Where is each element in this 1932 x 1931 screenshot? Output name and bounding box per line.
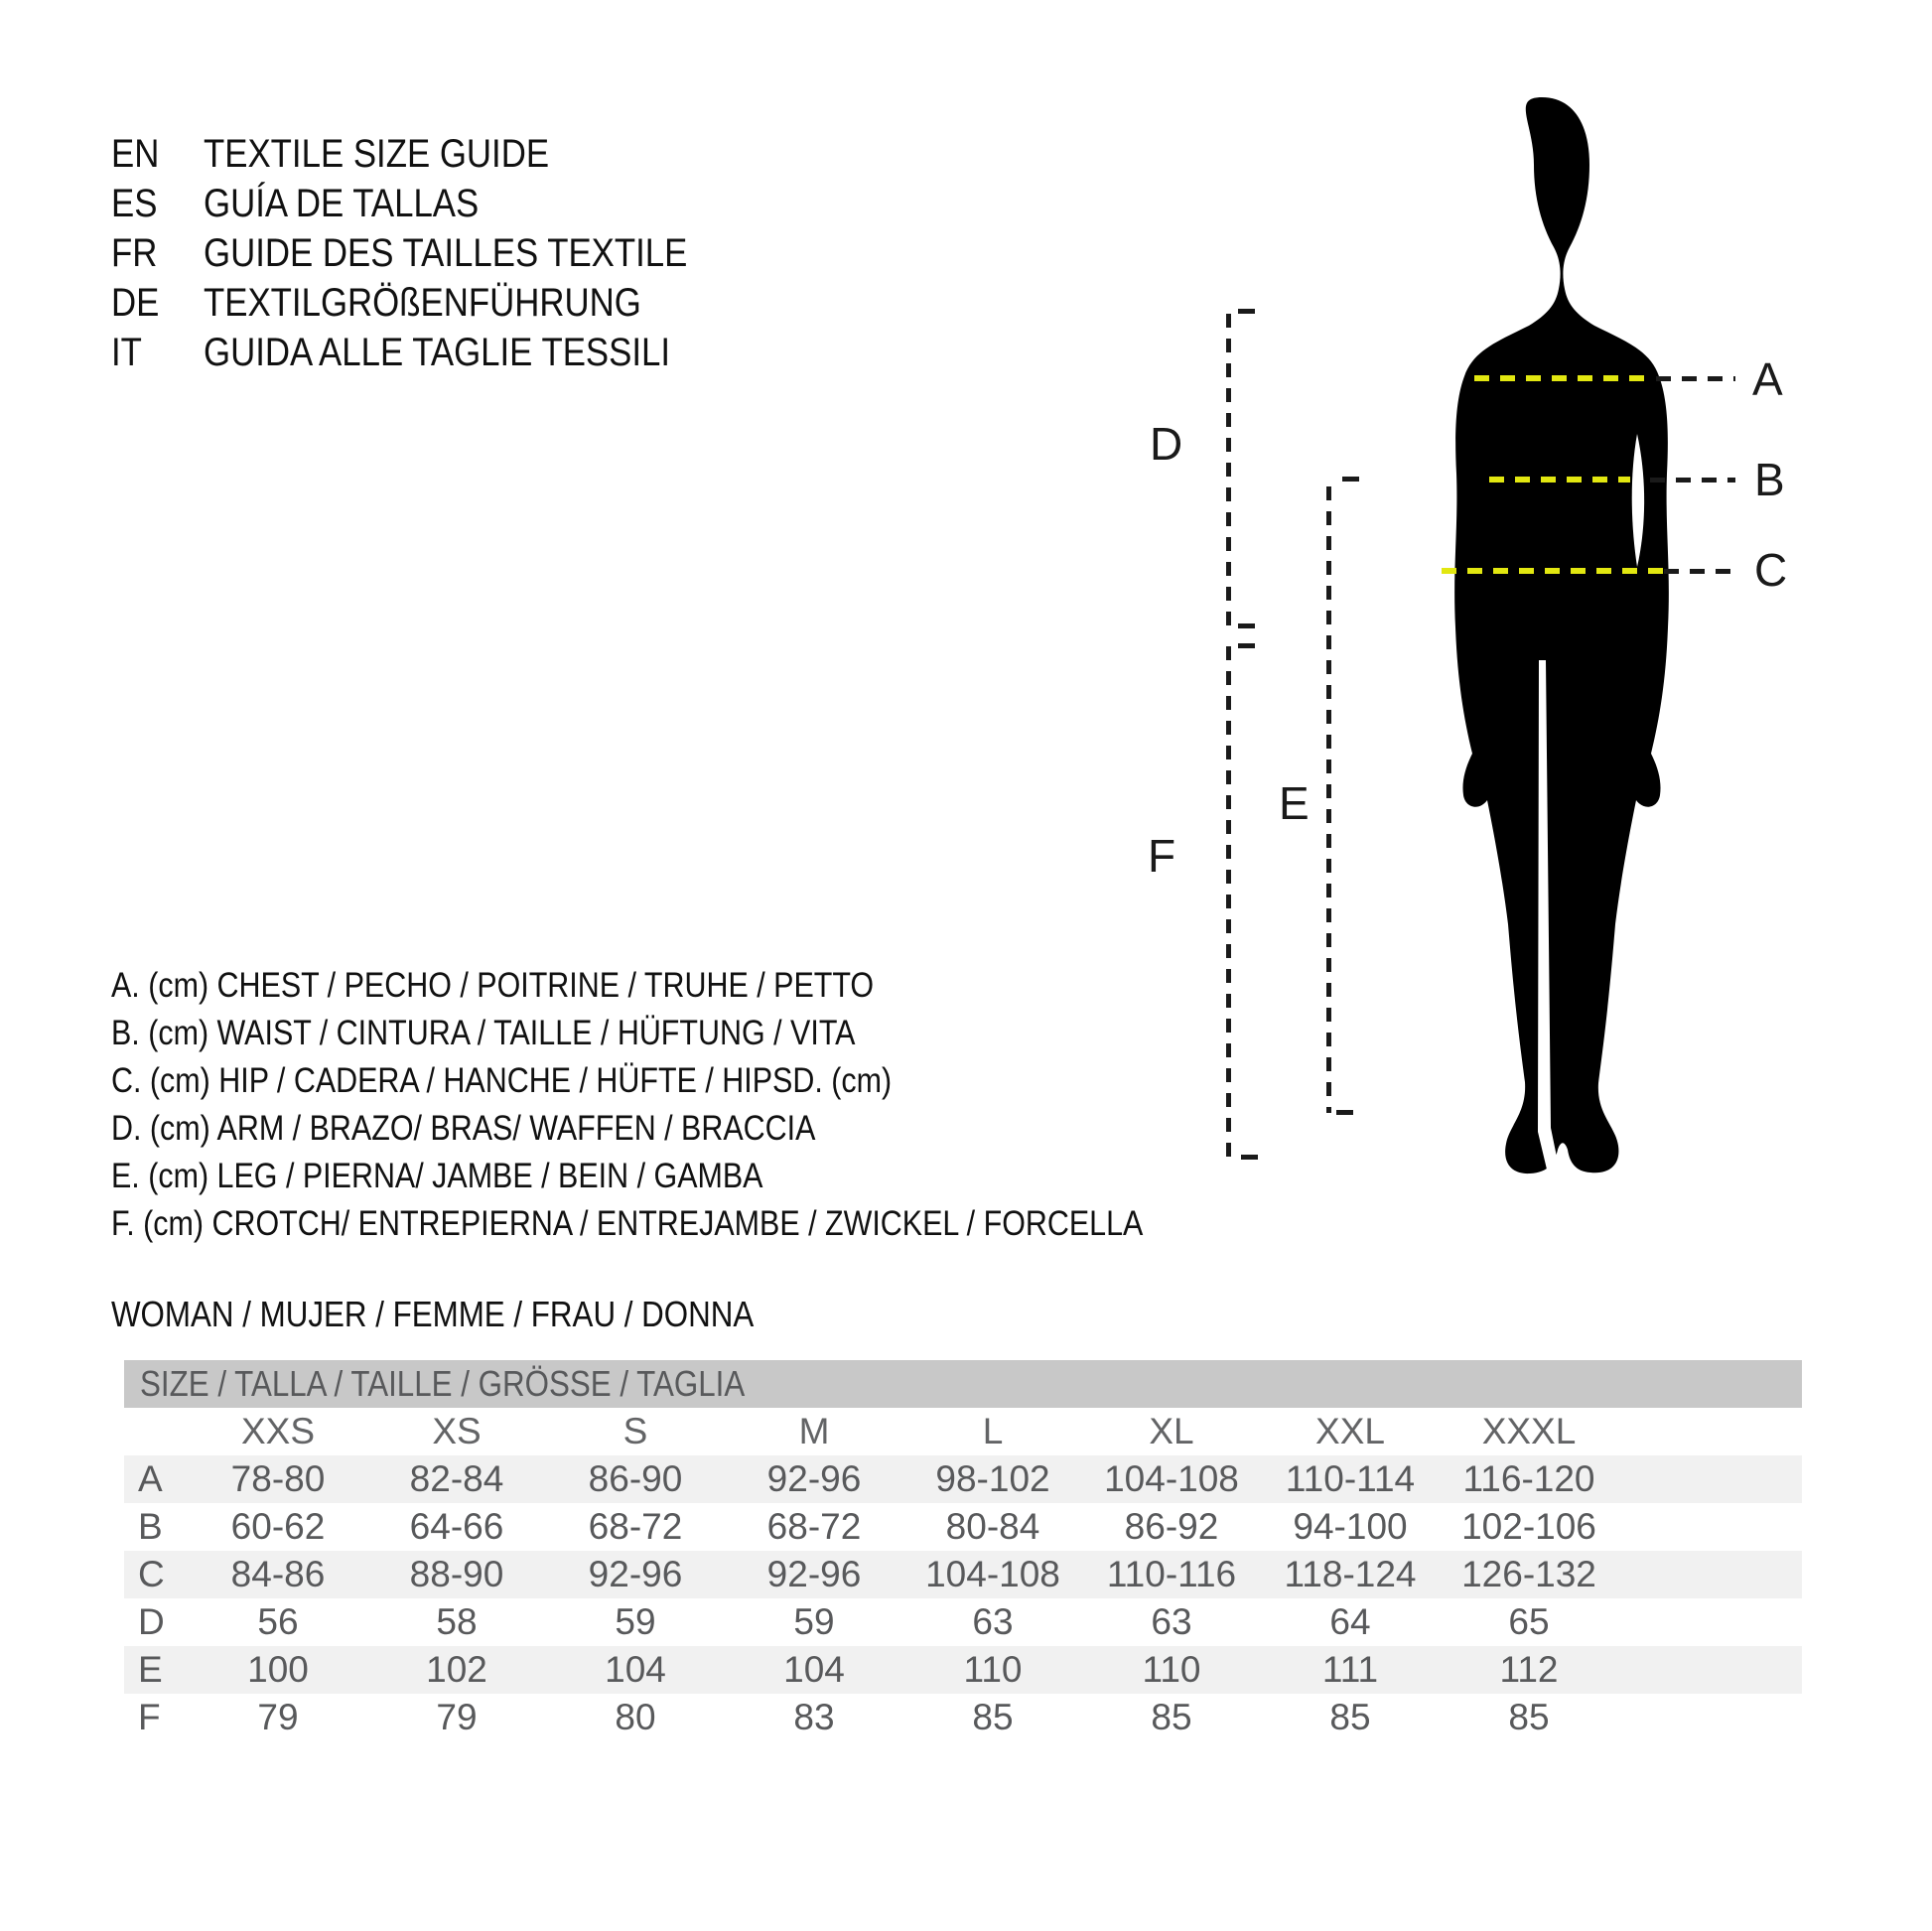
table-row-d	[124, 1598, 1802, 1646]
language-code: FR	[111, 230, 158, 275]
language-row	[111, 328, 759, 377]
size-col-header: M	[798, 1411, 830, 1451]
language-list	[111, 129, 759, 377]
legend-line-d: D. (cm) ARM / BRAZO/ BRAS/ WAFFEN / BRACCIA	[111, 1109, 816, 1148]
marker-label-a: A	[1752, 353, 1783, 405]
table-row-e	[124, 1646, 1802, 1694]
row-label: E	[138, 1649, 163, 1690]
legend-line-b: B. (cm) WAIST / CINTURA / TAILLE / HÜFTUNG / VITA	[111, 1014, 856, 1052]
gender-heading: WOMAN / MUJER / FEMME / FRAU / DONNA	[111, 1294, 755, 1334]
size-col-header: XXL	[1315, 1411, 1385, 1451]
marker-label-d: D	[1150, 418, 1183, 470]
size-cell: 59	[615, 1601, 656, 1642]
size-cell: 60-62	[230, 1506, 326, 1547]
row-label: F	[138, 1697, 161, 1737]
legend-line-a: A. (cm) CHEST / PECHO / POITRINE / TRUHE / PETTO	[111, 966, 875, 1005]
size-cell: 58	[436, 1601, 478, 1642]
size-cell: 118-124	[1284, 1554, 1417, 1594]
size-cell: 110-116	[1106, 1554, 1237, 1594]
waist-line-b	[1489, 477, 1630, 483]
size-table	[124, 1360, 1802, 1741]
size-cell: 111	[1321, 1649, 1379, 1690]
language-code: DE	[111, 280, 160, 325]
size-cell: 85	[1151, 1697, 1192, 1737]
language-title: GUIDE DES TAILLES TEXTILE	[204, 230, 688, 275]
leg-line-e	[1326, 486, 1331, 1113]
size-table-header-label: SIZE / TALLA / TAILLE / GRÖSSE / TAGLIA	[140, 1363, 746, 1404]
size-columns-row	[124, 1408, 1802, 1455]
size-col-header: L	[982, 1411, 1004, 1451]
size-cell: 64-66	[409, 1506, 504, 1547]
size-cell: 84-86	[230, 1554, 326, 1594]
legend-line-f: F. (cm) CROTCH/ ENTREPIERNA / ENTREJAMBE / ZWICKEL / FORCELLA	[111, 1204, 1144, 1243]
size-cell: 104-108	[925, 1554, 1060, 1594]
size-cell: 63	[1151, 1601, 1192, 1642]
chest-extension-a	[1656, 376, 1735, 381]
measurement-legend	[111, 962, 1298, 1248]
size-cell: 68-72	[588, 1506, 683, 1547]
row-label: C	[138, 1554, 165, 1594]
size-col-header: S	[622, 1411, 648, 1451]
size-cell: 85	[1329, 1697, 1371, 1737]
size-cell: 104-108	[1104, 1458, 1239, 1499]
size-cell: 92-96	[588, 1554, 683, 1594]
tick-e-bottom	[1336, 1110, 1353, 1115]
body-shape	[1454, 97, 1669, 1173]
size-cell: 126-132	[1461, 1554, 1596, 1594]
size-cell: 110-114	[1285, 1458, 1416, 1499]
hip-line-c	[1442, 568, 1666, 574]
row-label: A	[138, 1458, 163, 1499]
language-title: TEXTILGRÖßENFÜHRUNG	[204, 280, 641, 325]
size-cell: 104	[783, 1649, 845, 1690]
size-cell: 88-90	[409, 1554, 504, 1594]
table-row-f	[124, 1694, 1802, 1741]
size-cell: 64	[1329, 1601, 1371, 1642]
language-code: EN	[111, 131, 160, 176]
language-title: TEXTILE SIZE GUIDE	[204, 131, 550, 176]
marker-label-b: B	[1754, 454, 1785, 505]
size-cell: 104	[605, 1649, 666, 1690]
legend-line-c: C. (cm) HIP / CADERA / HANCHE / HÜFTE / HIPSD. (cm)	[111, 1061, 893, 1100]
tick-f-top	[1238, 643, 1255, 648]
size-cell: 98-102	[935, 1458, 1050, 1499]
language-row	[111, 179, 759, 228]
size-cell: 85	[972, 1697, 1014, 1737]
size-cell: 59	[793, 1601, 835, 1642]
size-cell: 116-120	[1462, 1458, 1595, 1499]
size-cell: 82-84	[409, 1458, 504, 1499]
size-table-header-bar	[124, 1360, 1802, 1408]
language-row	[111, 228, 759, 278]
row-label: D	[138, 1601, 165, 1642]
size-cell: 92-96	[766, 1458, 862, 1499]
size-cell: 80-84	[945, 1506, 1040, 1547]
hip-extension-c	[1664, 569, 1735, 574]
size-cell: 94-100	[1293, 1506, 1408, 1547]
size-cell: 102	[426, 1649, 487, 1690]
language-code: ES	[111, 181, 158, 225]
size-cell: 85	[1508, 1697, 1550, 1737]
size-col-header: XS	[432, 1411, 482, 1451]
arm-gap-left	[1445, 439, 1455, 566]
size-cell: 56	[257, 1601, 299, 1642]
marker-label-e: E	[1279, 777, 1310, 829]
size-cell: 80	[615, 1697, 656, 1737]
woman-silhouette	[1380, 89, 1718, 1181]
table-row-a	[124, 1455, 1802, 1503]
table-row-b	[124, 1503, 1802, 1551]
size-cell: 79	[257, 1697, 299, 1737]
arm-line-d	[1226, 314, 1231, 625]
size-col-header: XXS	[240, 1411, 316, 1451]
language-row	[111, 129, 759, 179]
tick-d-bottom	[1238, 623, 1255, 628]
size-cell: 65	[1508, 1601, 1550, 1642]
size-cell: 102-106	[1461, 1506, 1596, 1547]
size-cell: 100	[247, 1649, 309, 1690]
size-cell: 86-90	[588, 1458, 683, 1499]
waist-extension-b	[1650, 478, 1735, 483]
size-cell: 78-80	[230, 1458, 326, 1499]
marker-label-c: C	[1754, 544, 1788, 596]
table-row-c	[124, 1551, 1802, 1598]
language-title: GUÍA DE TALLAS	[204, 181, 480, 225]
marker-label-f: F	[1148, 830, 1176, 882]
size-cell: 110	[963, 1649, 1023, 1690]
size-cell: 86-92	[1124, 1506, 1219, 1547]
size-cell: 92-96	[766, 1554, 862, 1594]
tick-d-top	[1238, 309, 1255, 314]
language-title: GUIDA ALLE TAGLIE TESSILI	[204, 330, 671, 374]
size-cell: 112	[1499, 1649, 1559, 1690]
language-row	[111, 278, 759, 328]
size-cell: 83	[793, 1697, 835, 1737]
size-cell: 110	[1142, 1649, 1201, 1690]
language-code: IT	[111, 330, 142, 374]
size-col-header: XL	[1149, 1411, 1194, 1451]
row-label: B	[138, 1506, 163, 1547]
legend-line-e: E. (cm) LEG / PIERNA/ JAMBE / BEIN / GAMBA	[111, 1157, 763, 1195]
chest-line-a	[1474, 375, 1651, 381]
size-cell: 68-72	[766, 1506, 862, 1547]
size-cell: 79	[436, 1697, 478, 1737]
tick-e-top	[1342, 477, 1359, 482]
size-cell: 63	[972, 1601, 1014, 1642]
size-col-header: XXXL	[1481, 1411, 1577, 1451]
